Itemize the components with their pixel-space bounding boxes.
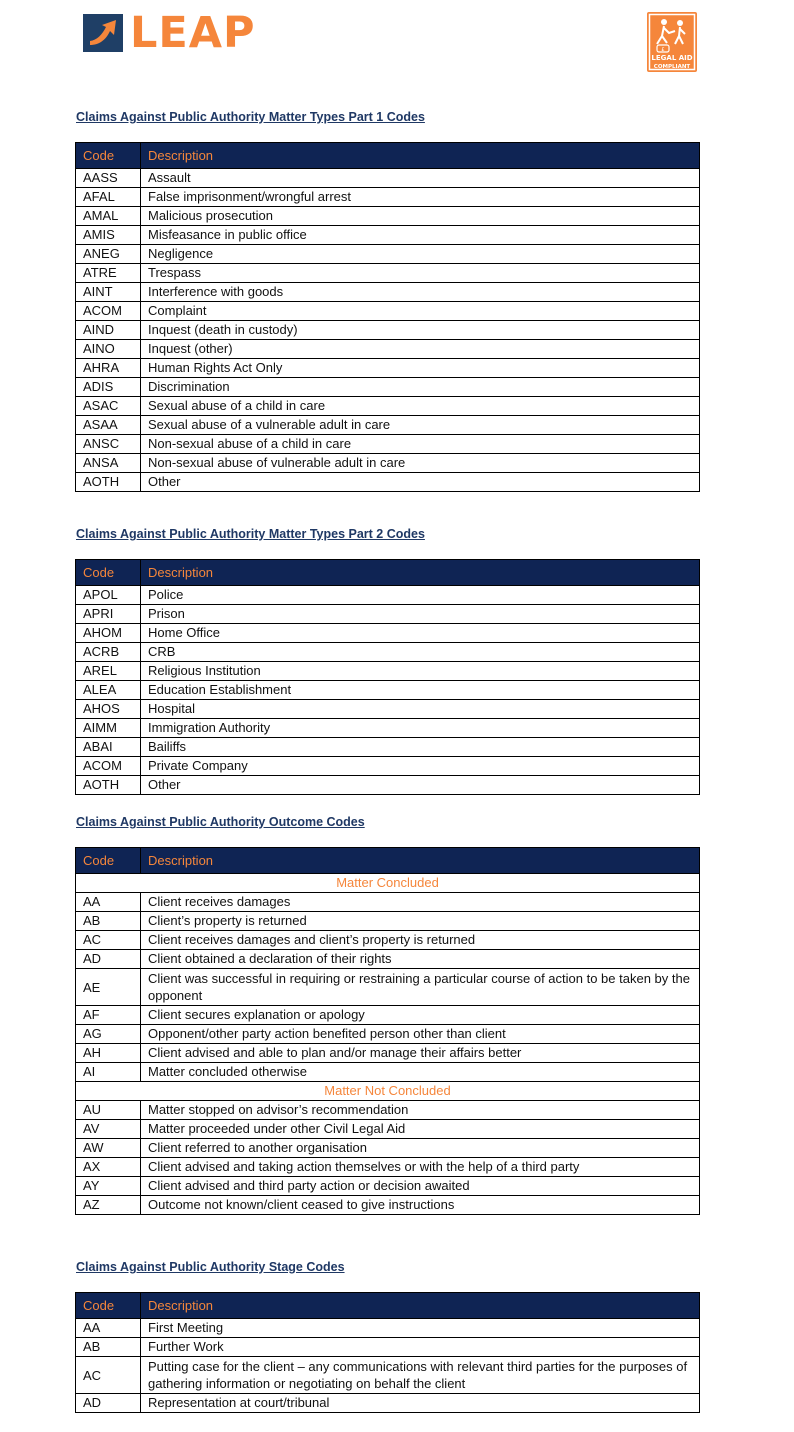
- description-cell: Client advised and third party action or decision awaited: [141, 1177, 700, 1196]
- table-row: [76, 1063, 700, 1082]
- table-row: [76, 1158, 700, 1177]
- table-row: [76, 662, 700, 681]
- code-cell: AA: [76, 1319, 141, 1338]
- table-row: [76, 321, 700, 340]
- code-cell: ABAI: [76, 738, 141, 757]
- table-row: [76, 1338, 700, 1357]
- description-cell: Immigration Authority: [141, 719, 700, 738]
- description-cell: Client referred to another organisation: [141, 1139, 700, 1158]
- table-row: [76, 1319, 700, 1338]
- table-row: [76, 757, 700, 776]
- stage-codes-table: [75, 1292, 700, 1413]
- code-cell: ANEG: [76, 245, 141, 264]
- group-label: Matter Concluded: [76, 874, 700, 893]
- code-cell: ANSC: [76, 435, 141, 454]
- code-cell: AB: [76, 912, 141, 931]
- description-cell: Representation at court/tribunal: [141, 1394, 700, 1413]
- code-cell: AINT: [76, 283, 141, 302]
- description-cell: Further Work: [141, 1338, 700, 1357]
- badge-line2: COMPLIANT: [653, 64, 691, 70]
- code-cell: AX: [76, 1158, 141, 1177]
- table-row: [76, 1139, 700, 1158]
- description-cell: Other: [141, 776, 700, 795]
- code-cell: AF: [76, 1006, 141, 1025]
- code-cell: AB: [76, 1338, 141, 1357]
- description-cell: False imprisonment/wrongful arrest: [141, 188, 700, 207]
- table-row: [76, 340, 700, 359]
- description-cell: Opponent/other party action benefited person other than client: [141, 1025, 700, 1044]
- table-row: [76, 969, 700, 1006]
- table-row: [76, 264, 700, 283]
- description-cell: Bailiffs: [141, 738, 700, 757]
- codes-table-part2: [75, 559, 700, 795]
- table-row: [76, 1120, 700, 1139]
- code-cell: AINO: [76, 340, 141, 359]
- table-row: [76, 1394, 700, 1413]
- section-heading: Claims Against Public Authority Matter Types Part 1 Codes: [76, 110, 425, 124]
- description-cell: Trespass: [141, 264, 700, 283]
- table-row: [76, 454, 700, 473]
- table-row: [76, 1006, 700, 1025]
- description-cell: Client receives damages and client’s property is returned: [141, 931, 700, 950]
- section-heading: Claims Against Public Authority Outcome Codes: [76, 815, 365, 829]
- table-row: [76, 1101, 700, 1120]
- table-row: [76, 738, 700, 757]
- column-header-code: Code: [76, 1293, 141, 1319]
- table-row: [76, 776, 700, 795]
- description-cell: Private Company: [141, 757, 700, 776]
- code-cell: AREL: [76, 662, 141, 681]
- description-cell: Negligence: [141, 245, 700, 264]
- code-cell: ADIS: [76, 378, 141, 397]
- code-cell: AI: [76, 1063, 141, 1082]
- table-row: [76, 700, 700, 719]
- table-row: [76, 586, 700, 605]
- table-row: [76, 207, 700, 226]
- legal-aid-compliant-badge: [647, 12, 697, 72]
- description-cell: Client’s property is returned: [141, 912, 700, 931]
- description-cell: Sexual abuse of a vulnerable adult in care: [141, 416, 700, 435]
- code-cell: AZ: [76, 1196, 141, 1215]
- table-row: [76, 283, 700, 302]
- code-cell: AHOM: [76, 624, 141, 643]
- badge-line1: LEGAL AID: [651, 54, 693, 62]
- code-cell: AMAL: [76, 207, 141, 226]
- leap-logo: [83, 8, 256, 58]
- description-cell: Client obtained a declaration of their rights: [141, 950, 700, 969]
- column-header-description: Description: [141, 143, 700, 169]
- description-cell: CRB: [141, 643, 700, 662]
- code-cell: AH: [76, 1044, 141, 1063]
- table-header-row: [76, 143, 700, 169]
- svg-text:£: £: [661, 47, 665, 53]
- description-cell: Inquest (other): [141, 340, 700, 359]
- code-cell: AG: [76, 1025, 141, 1044]
- description-cell: Sexual abuse of a child in care: [141, 397, 700, 416]
- table-header-row: [76, 848, 700, 874]
- column-header-description: Description: [141, 1293, 700, 1319]
- table-row: [76, 188, 700, 207]
- description-cell: Matter proceeded under other Civil Legal Aid: [141, 1120, 700, 1139]
- description-cell: Inquest (death in custody): [141, 321, 700, 340]
- description-cell: Matter stopped on advisor’s recommendation: [141, 1101, 700, 1120]
- code-cell: AD: [76, 1394, 141, 1413]
- code-cell: AA: [76, 893, 141, 912]
- code-cell: AW: [76, 1139, 141, 1158]
- table-row: [76, 719, 700, 738]
- code-cell: ATRE: [76, 264, 141, 283]
- description-cell: Client secures explanation or apology: [141, 1006, 700, 1025]
- code-cell: ACOM: [76, 302, 141, 321]
- code-cell: AE: [76, 969, 141, 1006]
- description-cell: Prison: [141, 605, 700, 624]
- description-cell: Complaint: [141, 302, 700, 321]
- codes-table-part1: [75, 142, 700, 492]
- table-row: [76, 226, 700, 245]
- description-cell: Discrimination: [141, 378, 700, 397]
- description-cell: Home Office: [141, 624, 700, 643]
- code-cell: AIMM: [76, 719, 141, 738]
- table-group-row: [76, 874, 700, 893]
- description-cell: Client receives damages: [141, 893, 700, 912]
- table-group-row: [76, 1082, 700, 1101]
- table-row: [76, 397, 700, 416]
- description-cell: Malicious prosecution: [141, 207, 700, 226]
- column-header-code: Code: [76, 560, 141, 586]
- code-cell: AHOS: [76, 700, 141, 719]
- table-row: [76, 1025, 700, 1044]
- table-row: [76, 893, 700, 912]
- description-cell: Other: [141, 473, 700, 492]
- description-cell: Non-sexual abuse of a child in care: [141, 435, 700, 454]
- description-cell: Putting case for the client – any communications with relevant third parties for the purposes of gathering information or negotiating on behalf the client: [141, 1357, 700, 1394]
- table-row: [76, 605, 700, 624]
- leap-logo-mark-icon: [83, 14, 123, 52]
- code-cell: AHRA: [76, 359, 141, 378]
- description-cell: Matter concluded otherwise: [141, 1063, 700, 1082]
- code-cell: ANSA: [76, 454, 141, 473]
- code-cell: ASAA: [76, 416, 141, 435]
- code-cell: APOL: [76, 586, 141, 605]
- description-cell: Assault: [141, 169, 700, 188]
- code-cell: AD: [76, 950, 141, 969]
- outcome-codes-table: [75, 847, 700, 1215]
- table-header-row: [76, 560, 700, 586]
- table-row: [76, 1196, 700, 1215]
- code-cell: AOTH: [76, 776, 141, 795]
- code-cell: AV: [76, 1120, 141, 1139]
- code-cell: AU: [76, 1101, 141, 1120]
- description-cell: Human Rights Act Only: [141, 359, 700, 378]
- table-row: [76, 643, 700, 662]
- column-header-description: Description: [141, 560, 700, 586]
- table-row: [76, 169, 700, 188]
- table-row: [76, 302, 700, 321]
- code-cell: ACRB: [76, 643, 141, 662]
- column-header-code: Code: [76, 848, 141, 874]
- description-cell: Client advised and able to plan and/or manage their affairs better: [141, 1044, 700, 1063]
- code-cell: AFAL: [76, 188, 141, 207]
- table-row: [76, 912, 700, 931]
- description-cell: Client advised and taking action themselves or with the help of a third party: [141, 1158, 700, 1177]
- table-row: [76, 950, 700, 969]
- table-row: [76, 1357, 700, 1394]
- code-cell: AY: [76, 1177, 141, 1196]
- table-row: [76, 245, 700, 264]
- description-cell: Client was successful in requiring or restraining a particular course of action to be taken by the opponent: [141, 969, 700, 1006]
- code-cell: ASAC: [76, 397, 141, 416]
- code-cell: AIND: [76, 321, 141, 340]
- table-row: [76, 1177, 700, 1196]
- description-cell: Education Establishment: [141, 681, 700, 700]
- description-cell: First Meeting: [141, 1319, 700, 1338]
- code-cell: AC: [76, 1357, 141, 1394]
- code-cell: ACOM: [76, 757, 141, 776]
- table-row: [76, 416, 700, 435]
- table-row: [76, 681, 700, 700]
- group-label: Matter Not Concluded: [76, 1082, 700, 1101]
- column-header-code: Code: [76, 143, 141, 169]
- code-cell: AOTH: [76, 473, 141, 492]
- table-row: [76, 624, 700, 643]
- table-row: [76, 359, 700, 378]
- code-cell: AASS: [76, 169, 141, 188]
- description-cell: Interference with goods: [141, 283, 700, 302]
- section-heading: Claims Against Public Authority Stage Codes: [76, 1260, 345, 1274]
- code-cell: APRI: [76, 605, 141, 624]
- code-cell: ALEA: [76, 681, 141, 700]
- description-cell: Hospital: [141, 700, 700, 719]
- table-row: [76, 435, 700, 454]
- column-header-description: Description: [141, 848, 700, 874]
- leap-logo-text: LEAP: [130, 8, 256, 58]
- table-row: [76, 931, 700, 950]
- table-row: [76, 378, 700, 397]
- description-cell: Religious Institution: [141, 662, 700, 681]
- description-cell: Non-sexual abuse of vulnerable adult in care: [141, 454, 700, 473]
- code-cell: AMIS: [76, 226, 141, 245]
- table-header-row: [76, 1293, 700, 1319]
- description-cell: Misfeasance in public office: [141, 226, 700, 245]
- section-heading: Claims Against Public Authority Matter Types Part 2 Codes: [76, 527, 425, 541]
- code-cell: AC: [76, 931, 141, 950]
- table-row: [76, 1044, 700, 1063]
- description-cell: Police: [141, 586, 700, 605]
- description-cell: Outcome not known/client ceased to give instructions: [141, 1196, 700, 1215]
- table-row: [76, 473, 700, 492]
